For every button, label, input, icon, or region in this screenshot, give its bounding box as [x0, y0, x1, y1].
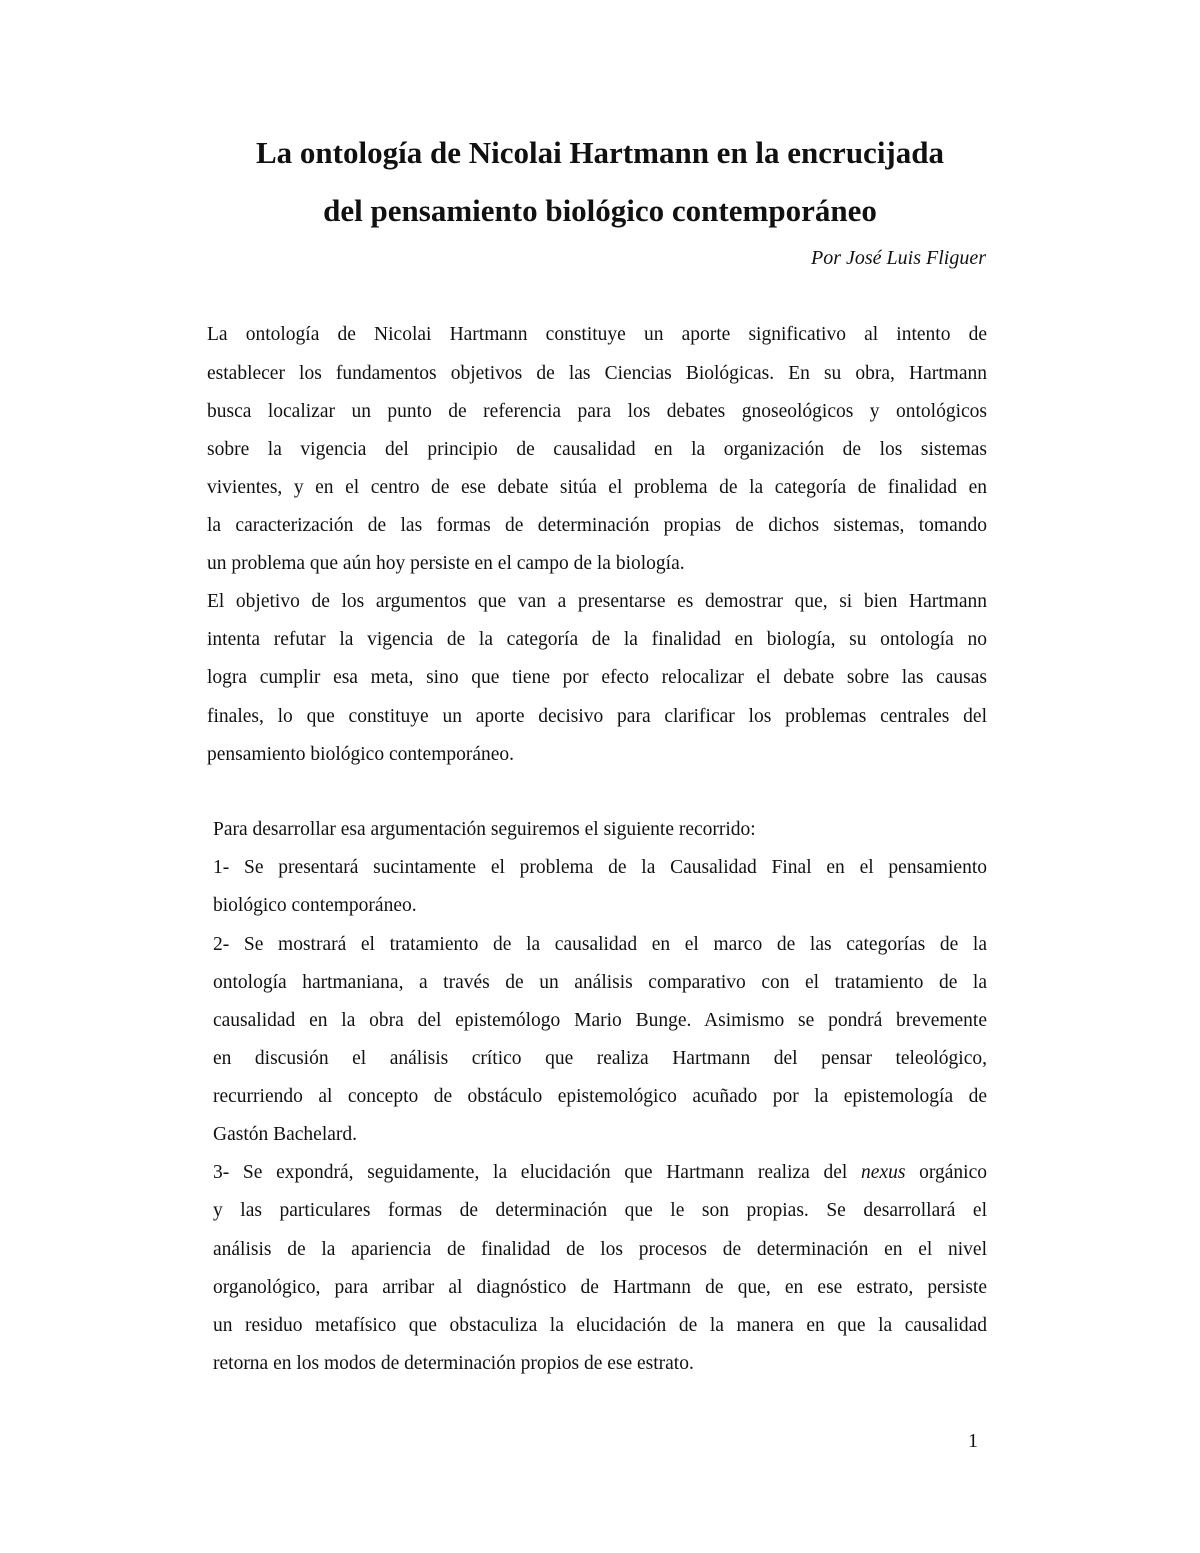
paragraph-2-line: El objetivo de los argumentos que van a presentarse es demostrar que, si bien Hartmann [207, 591, 987, 612]
list-item-3-line [213, 1160, 987, 1186]
paragraph-1-line: vivientes, y en el centro de ese debate sitúa el problema de la categoría de finalidad en [207, 477, 987, 498]
paragraph-2-line: logra cumplir esa meta, sino que tiene por efecto relocalizar el debate sobre las causas [207, 667, 987, 688]
list-item-3-line: y las particulares formas de determinación que le son propias. Se desarrollará el [213, 1200, 987, 1221]
author-byline: Por José Luis Fliguer [811, 247, 986, 269]
list-item-2-line: causalidad en la obra del epistemólogo Mario Bunge. Asimismo se pondrá brevemente [213, 1010, 987, 1031]
list-item-1-line: 1- Se presentará sucintamente el problema de la Causalidad Final en el pensamiento [213, 857, 987, 878]
intro-line: Para desarrollar esa argumentación seguiremos el siguiente recorrido: [213, 819, 756, 840]
paragraph-1-line: sobre la vigencia del principio de causalidad en la organización de los sistemas [207, 439, 987, 460]
page-number: 1 [968, 1430, 978, 1452]
list-item-3-line: retorna en los modos de determinación propios de ese estrato. [213, 1353, 694, 1374]
title-line-2: del pensamiento biológico contemporáneo [323, 193, 877, 228]
list-item-3-line: organológico, para arribar al diagnóstico de Hartmann de que, en ese estrato, persiste [213, 1277, 987, 1298]
list-item-2-line: ontología hartmaniana, a través de un análisis comparativo con el tratamiento de la [213, 972, 987, 993]
list-item-2-line: recurriendo al concepto de obstáculo epistemológico acuñado por la epistemología de [213, 1086, 987, 1107]
list-item-2-line: 2- Se mostrará el tratamiento de la causalidad en el marco de las categorías de la [213, 934, 987, 955]
list-item-3-line: análisis de la apariencia de finalidad de los procesos de determinación en el nivel [213, 1239, 987, 1260]
paragraph-2-line: intenta refutar la vigencia de la categoría de la finalidad en biología, su ontología no [207, 629, 987, 650]
list-item-2-line: Gastón Bachelard. [213, 1124, 358, 1145]
paragraph-2-line: pensamiento biológico contemporáneo. [207, 744, 515, 765]
paragraph-2-line: finales, lo que constituye un aporte decisivo para clarificar los problemas centrales del [207, 706, 987, 727]
list-item-3-text: 3- Se expondrá, seguidamente, la elucidación que Hartmann realiza del [213, 1162, 862, 1183]
list-item-3-text: orgánico [905, 1162, 987, 1183]
list-item-2-line: en discusión el análisis crítico que realiza Hartmann del pensar teleológico, [213, 1048, 987, 1069]
paragraph-1-line: la caracterización de las formas de determinación propias de dichos sistemas, tomando [207, 515, 987, 536]
paragraph-1-line: La ontología de Nicolai Hartmann constituye un aporte significativo al intento de [207, 324, 987, 345]
list-item-1-line: biológico contemporáneo. [213, 895, 417, 916]
title-line-1: La ontología de Nicolai Hartmann en la encrucijada [255, 135, 944, 170]
list-item-3-line: un residuo metafísico que obstaculiza la elucidación de la manera en que la causalidad [213, 1315, 987, 1336]
nexus-emphasis: nexus [861, 1162, 906, 1183]
paragraph-1-line: un problema que aún hoy persiste en el campo de la biología. [207, 553, 685, 574]
paragraph-1-line: establecer los fundamentos objetivos de las Ciencias Biológicas. En su obra, Hartmann [207, 363, 987, 384]
paragraph-1-line: busca localizar un punto de referencia para los debates gnoseológicos y ontológicos [207, 401, 987, 422]
